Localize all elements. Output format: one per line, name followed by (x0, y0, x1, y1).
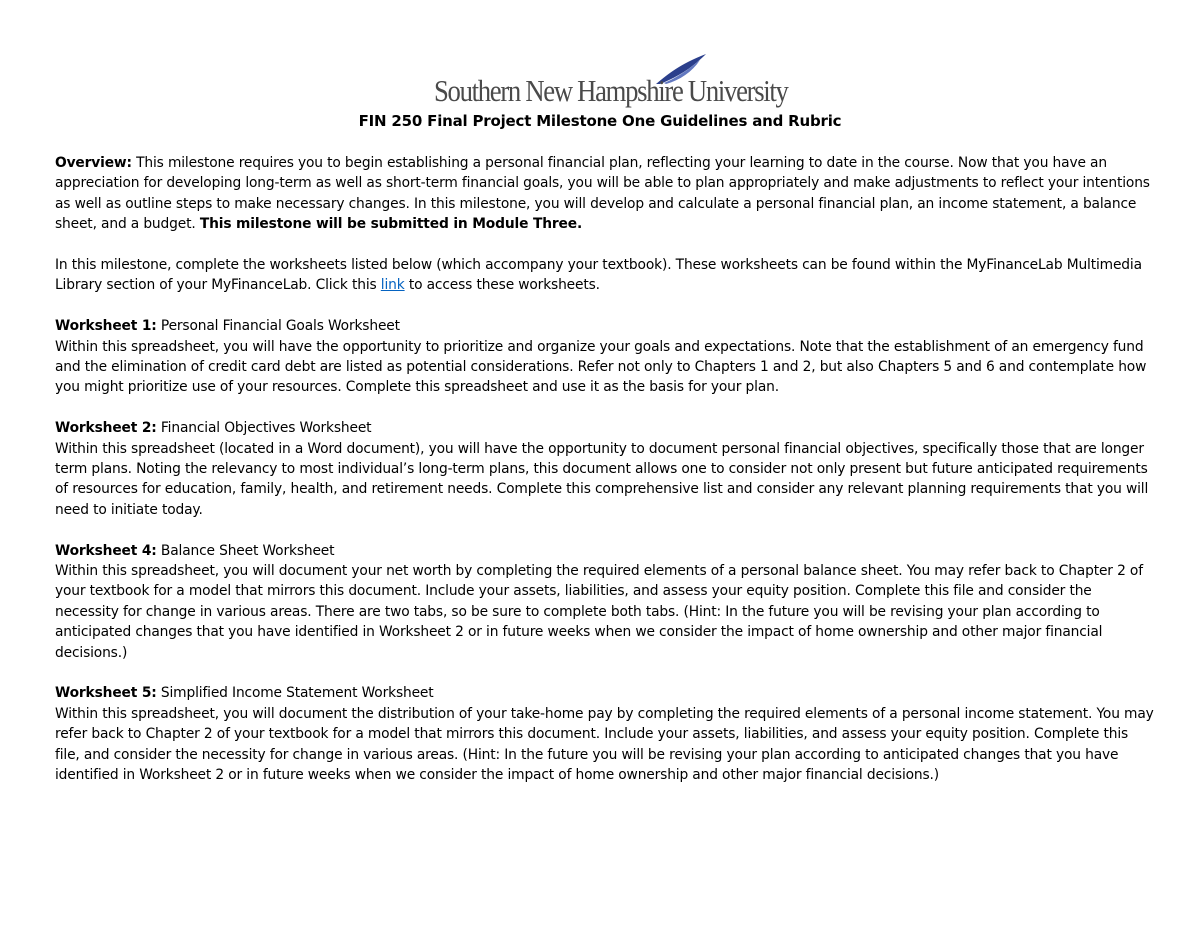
worksheet-section (55, 541, 1155, 663)
overview-emphasis: This milestone will be submitted in Module Three. (199, 216, 583, 233)
worksheet-section (55, 418, 1155, 520)
worksheet-description: Within this spreadsheet, you will document your net worth by completing the required elements of a personal balance sheet. You may refer back to Chapter 2 of your textbook for a model that mirrors this document. Include your assets, liabilities, and assess your equity position. Complete this file and consider the necessity for change in various areas. There are two tabs, so be sure to complete both tabs. (Hint: In the future you will be revising your plan according to anticipated changes that you have identified in Worksheet 2 or in future weeks when we consider the impact of home ownership and other major financial decisions.) (55, 563, 1143, 661)
intro-text-before: In this milestone, complete the worksheets listed below (which accompany your textbook). These worksheets can be found within the MyFinanceLab Multimedia Library section of your MyFinanceLab. Click this (55, 257, 1142, 294)
worksheet-name: Balance Sheet Worksheet (156, 542, 335, 559)
worksheets-link[interactable]: link (380, 277, 405, 294)
worksheet-description: Within this spreadsheet (located in a Word document), you will have the opportunity to document personal financial objectives, specifically those that are longer term plans. Noting the relevancy to most individual’s long-term plans, this document allows one to consider not only present but future anticipated requirements of resources for education, family, health, and retirement needs. Complete this comprehensive list and consider any relevant planning requirements that you will need to initiate today. (55, 440, 1149, 518)
university-logo (434, 52, 788, 108)
worksheet-name: Financial Objectives Worksheet (156, 420, 372, 437)
overview-paragraph (55, 153, 1155, 235)
worksheet-label: Worksheet 2: (55, 420, 157, 437)
worksheet-name: Simplified Income Statement Worksheet (156, 685, 434, 702)
worksheet-description: Within this spreadsheet, you will document the distribution of your take-home pay by completing the required elements of a personal income statement. You may refer back to Chapter 2 of your textbook for a model that mirrors this document. Include your assets, liabilities, and assess your equity position. Complete this file, and consider the necessity for change in various areas. (Hint: In the future you will be revising your plan according to anticipated changes that you have identified in Worksheet 2 or in future weeks when we consider the impact of home ownership and other major financial decisions.) (55, 705, 1154, 784)
page-title: FIN 250 Final Project Milestone One Guidelines and Rubric (358, 112, 842, 130)
overview-label: Overview: (55, 155, 132, 171)
intro-paragraph (55, 255, 1155, 296)
worksheet-section (55, 316, 1155, 398)
logo-text: Southern New Hampshire University (434, 73, 788, 108)
worksheet-name: Personal Financial Goals Worksheet (156, 318, 400, 335)
overview-text: This milestone requires you to begin establishing a personal financial plan, reflecting your learning to date in the course. Now that you have an appreciation for developing long-term as well as short-term financial goals, you will be able to plan appropriately and make adjustments to reflect your intentions as well as outline steps to make necessary changes. In this milestone, you will develop and calculate a personal financial plan, an income statement, a balance sheet, and a budget. (55, 155, 1150, 233)
worksheet-description: Within this spreadsheet, you will have the opportunity to prioritize and organize your goals and expectations. Note that the establishment of an emergency fund and the elimination of credit card debt are listed as potential considerations. Refer not only to Chapters 1 and 2, but also Chapters 5 and 6 and contemplate how you might prioritize use of your resources. Complete this spreadsheet and use it as the basis for your plan. (55, 338, 1147, 396)
worksheet-label: Worksheet 5: (55, 685, 157, 702)
document-body (55, 153, 1155, 806)
intro-text-after: to access these worksheets. (404, 277, 600, 294)
worksheet-section (55, 683, 1155, 785)
worksheet-label: Worksheet 4: (55, 542, 157, 559)
worksheet-label: Worksheet 1: (55, 318, 157, 335)
